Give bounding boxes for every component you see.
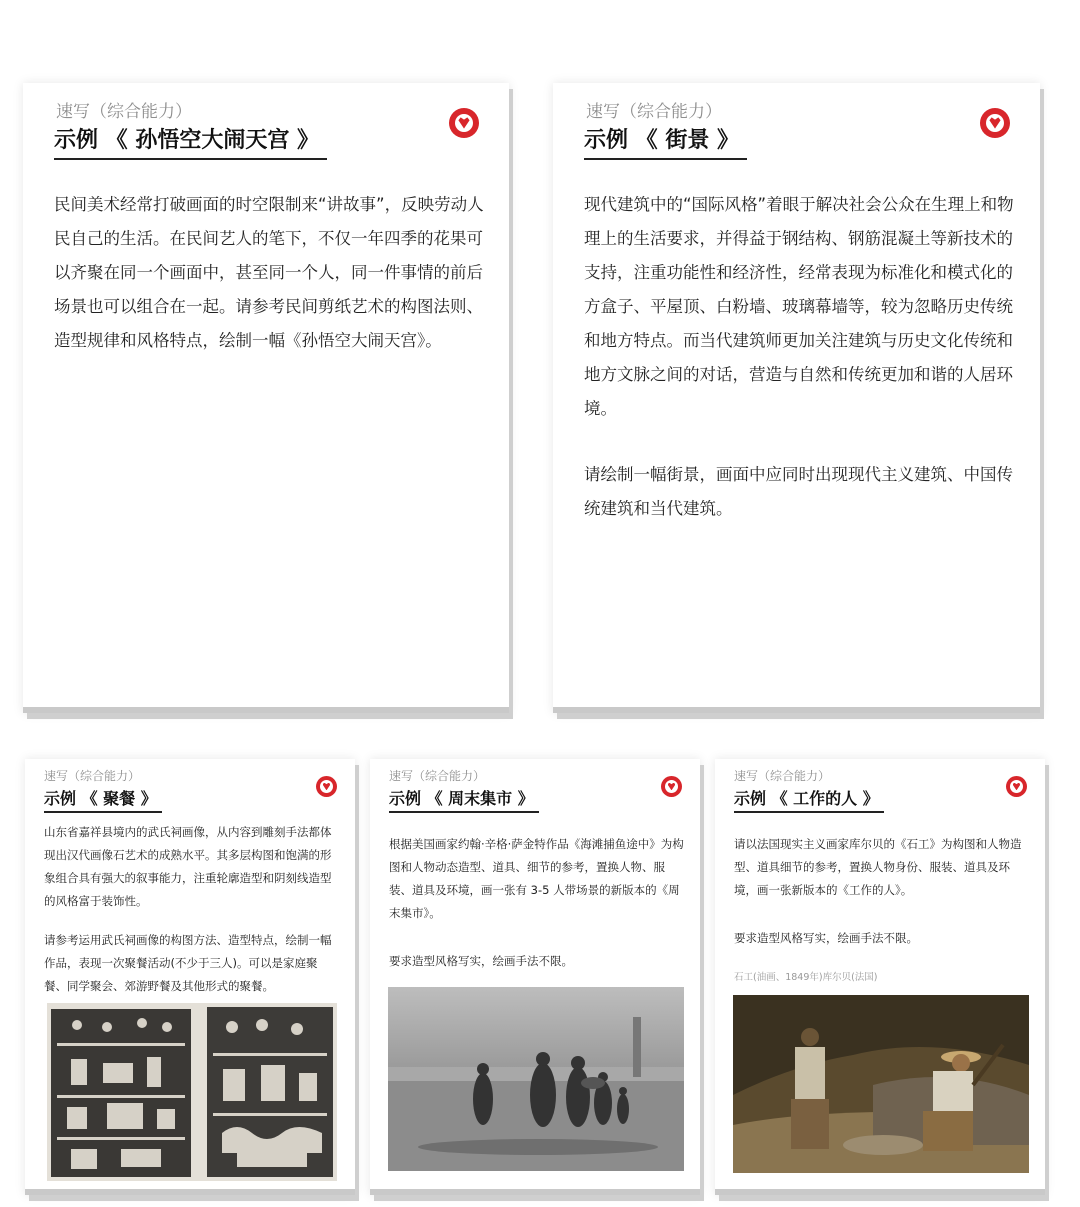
card-paragraph: 请以法国现实主义画家库尔贝的《石工》为构图和人物造型、道具细节的参考，置换人物身份、服装、道具及环境，画一张新版本的《工作的人》。 — [734, 837, 1022, 897]
lion-logo-icon — [661, 776, 682, 797]
card-paragraph: 山东省嘉祥县境内的武氏祠画像，从内容到雕刻手法都体现出汉代画像石艺术的成熟水平。其多层构图和饱满的形象组合具有强大的叙事能力，注重轮廓造型和阴刻线造型的风格富于装饰性。 — [44, 825, 332, 908]
lion-logo-icon — [980, 108, 1010, 138]
card-gathering — [25, 759, 355, 1195]
card-category: 速写（综合能力） — [389, 769, 486, 783]
card-paragraph: 要求造型风格写实，绘画手法不限。 — [734, 931, 918, 945]
stone-breakers-painting-image — [733, 995, 1029, 1173]
card-title: 示例 《 周末集市 》 — [389, 786, 539, 813]
lion-logo-icon — [449, 108, 479, 138]
card-paragraph: 请绘制一幅街景，画面中应同时出现现代主义建筑、中国传统建筑和当代建筑。 — [584, 465, 1013, 518]
card-paragraph: 请参考运用武氏祠画像的构图方法、造型特点，绘制一幅作品，表现一次聚餐活动(不少于三人)。可以是家庭聚餐、同学聚会、郊游野餐及其他形式的聚餐。 — [44, 933, 332, 993]
card-title: 示例 《 街景 》 — [584, 123, 747, 160]
image-caption: 石工(油画、1849年)库尔贝(法国) — [734, 972, 878, 983]
card-category: 速写（综合能力） — [734, 769, 831, 783]
card-street-view — [553, 83, 1040, 713]
card-category: 速写（综合能力） — [586, 102, 722, 122]
card-weekend-market — [370, 759, 700, 1195]
card-title: 示例 《 聚餐 》 — [44, 786, 162, 813]
lion-logo-icon — [1006, 776, 1027, 797]
stone-relief-rubbing-image — [47, 1003, 337, 1181]
card-monkey-king — [23, 83, 509, 713]
card-paragraph: 现代建筑中的“国际风格”着眼于解决社会公众在生理上和物理上的生活要求，并得益于钢结构、钢筋混凝土等新技术的支持，注重功能性和经济性，经常表现为标准化和模式化的方盒子、平屋顶、白粉墙、玻璃幕墙等，较为忽略历史传统和地方特点。而当代建筑师更加关注建筑与历史文化传统和地方文脉之间的对话，营造与自然和传统更加和谐的人居环境。 — [584, 195, 1014, 418]
card-paragraph: 根据美国画家约翰·辛格·萨金特作品《海滩捕鱼途中》为构图和人物动态造型、道具、细节的参考，置换人物、服装、道具及环境，画一张有 3-5 人带场景的新版本的《周末集市》。 — [389, 837, 684, 920]
card-title: 示例 《 孙悟空大闹天宫 》 — [54, 123, 327, 160]
beach-painting-image — [388, 987, 684, 1171]
card-paragraph: 民间美术经常打破画面的时空限制来“讲故事”，反映劳动人民自己的生活。在民间艺人的笔下，不仅一年四季的花果可以齐聚在同一个画面中，甚至同一个人，同一件事情的前后场景也可以组合在一起。请参考民间剪纸艺术的构图法则、造型规律和风格特点，绘制一幅《孙悟空大闹天宫》。 — [54, 195, 484, 350]
card-working-people — [715, 759, 1045, 1195]
card-category: 速写（综合能力） — [56, 102, 192, 122]
card-paragraph: 要求造型风格写实，绘画手法不限。 — [389, 954, 573, 968]
card-category: 速写（综合能力） — [44, 769, 141, 783]
lion-logo-icon — [316, 776, 337, 797]
card-title: 示例 《 工作的人 》 — [734, 786, 884, 813]
